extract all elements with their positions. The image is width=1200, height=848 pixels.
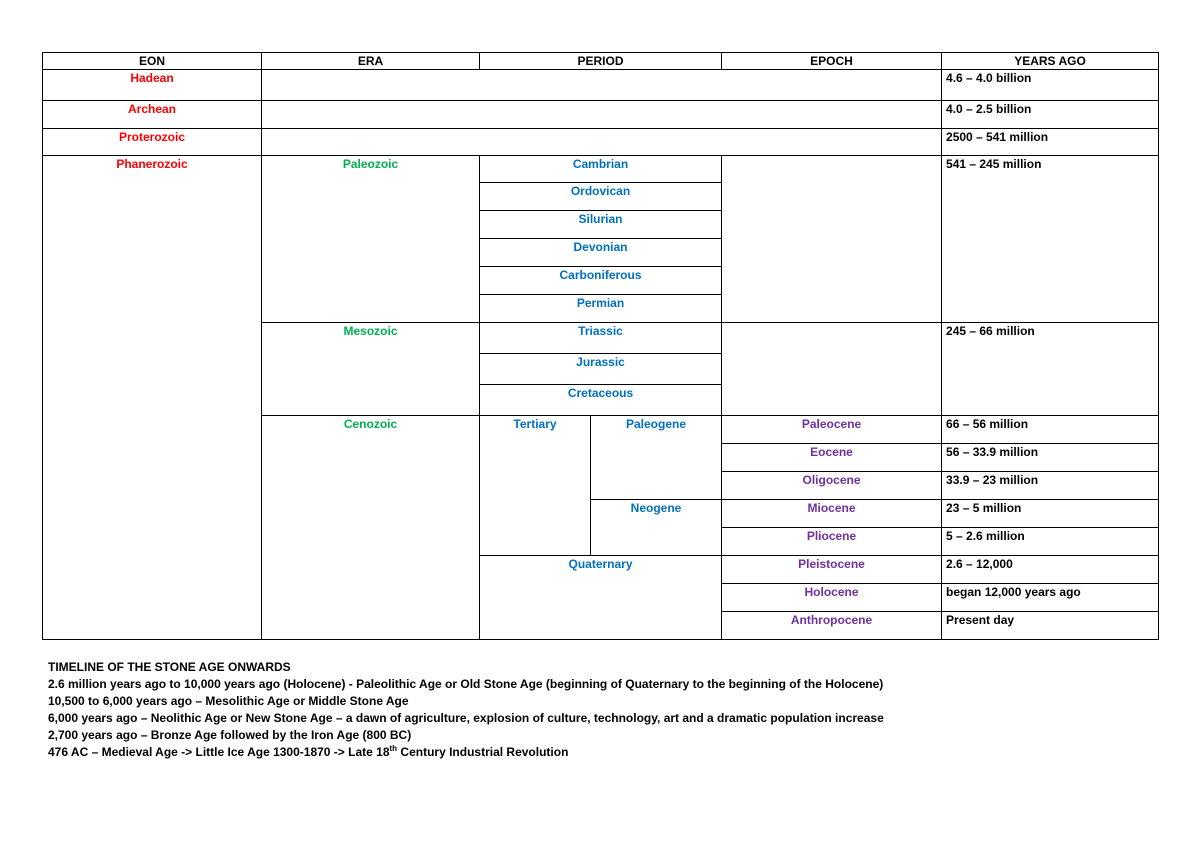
period-silurian: Silurian xyxy=(480,211,722,239)
period-neogene: Neogene xyxy=(591,500,722,556)
years-pliocene: 5 – 2.6 million xyxy=(942,528,1159,556)
eon-archean: Archean xyxy=(43,101,262,129)
eon-phanerozoic: Phanerozoic xyxy=(43,156,262,640)
era-paleozoic: Paleozoic xyxy=(262,156,480,323)
timeline-line-1: 2.6 million years ago to 10,000 years ago (Holocene) - Paleolithic Age or Old Stone Age (beginning of Quaternary to the beginning of the Holocene) xyxy=(48,677,884,691)
years-archean: 4.0 – 2.5 billion xyxy=(942,101,1159,129)
period-jurassic: Jurassic xyxy=(480,354,722,385)
years-oligocene: 33.9 – 23 million xyxy=(942,472,1159,500)
header-era: ERA xyxy=(262,53,480,70)
era-cenozoic: Cenozoic xyxy=(262,416,480,640)
eon-hadean: Hadean xyxy=(43,70,262,101)
years-proterozoic: 2500 – 541 million xyxy=(942,129,1159,156)
epoch-paleocene: Paleocene xyxy=(722,416,942,444)
table-row xyxy=(43,129,1159,156)
header-period: PERIOD xyxy=(480,53,722,70)
period-paleogene: Paleogene xyxy=(591,416,722,500)
years-pleistocene: 2.6 – 12,000 xyxy=(942,556,1159,584)
era-mesozoic: Mesozoic xyxy=(262,323,480,416)
period-tertiary: Tertiary xyxy=(480,416,591,556)
epoch-eocene: Eocene xyxy=(722,444,942,472)
timeline-line-4: 2,700 years ago – Bronze Age followed by the Iron Age (800 BC) xyxy=(48,728,412,742)
timeline-line-3: 6,000 years ago – Neolithic Age or New Stone Age – a dawn of agriculture, explosion of culture, technology, art and a dramatic population increase xyxy=(48,711,884,725)
years-holocene: began 12,000 years ago xyxy=(942,584,1159,612)
eon-proterozoic: Proterozoic xyxy=(43,129,262,156)
epoch-anthropocene: Anthropocene xyxy=(722,612,942,640)
table-row xyxy=(43,156,1159,183)
years-mesozoic: 245 – 66 million xyxy=(942,323,1159,416)
epoch-pliocene: Pliocene xyxy=(722,528,942,556)
epoch-miocene: Miocene xyxy=(722,500,942,528)
period-quaternary: Quaternary xyxy=(480,556,722,640)
years-paleozoic: 541 – 245 million xyxy=(942,156,1159,323)
years-hadean: 4.6 – 4.0 billion xyxy=(942,70,1159,101)
period-ordovican: Ordovican xyxy=(480,183,722,211)
epoch-oligocene: Oligocene xyxy=(722,472,942,500)
epoch-holocene: Holocene xyxy=(722,584,942,612)
timeline-line-5: 476 AC – Medieval Age -> Little Ice Age 1300-1870 -> Late 18th Century Industrial Revolution xyxy=(48,744,569,759)
years-paleocene: 66 – 56 million xyxy=(942,416,1159,444)
period-triassic: Triassic xyxy=(480,323,722,354)
period-cambrian: Cambrian xyxy=(480,156,722,183)
timeline-title: TIMELINE OF THE STONE AGE ONWARDS xyxy=(48,660,291,674)
years-anthropocene: Present day xyxy=(942,612,1159,640)
period-devonian: Devonian xyxy=(480,239,722,267)
period-carboniferous: Carboniferous xyxy=(480,267,722,295)
table-row xyxy=(43,70,1159,101)
period-permian: Permian xyxy=(480,295,722,323)
period-cretaceous: Cretaceous xyxy=(480,385,722,416)
header-row xyxy=(43,53,1159,70)
table-row xyxy=(43,101,1159,129)
years-eocene: 56 – 33.9 million xyxy=(942,444,1159,472)
geologic-time-table xyxy=(42,52,1159,640)
timeline-line-2: 10,500 to 6,000 years ago – Mesolithic Age or Middle Stone Age xyxy=(48,694,409,708)
years-miocene: 23 – 5 million xyxy=(942,500,1159,528)
header-years-ago: YEARS AGO xyxy=(942,53,1159,70)
epoch-pleistocene: Pleistocene xyxy=(722,556,942,584)
stone-age-timeline xyxy=(48,659,1148,761)
header-eon: EON xyxy=(43,53,262,70)
header-epoch: EPOCH xyxy=(722,53,942,70)
